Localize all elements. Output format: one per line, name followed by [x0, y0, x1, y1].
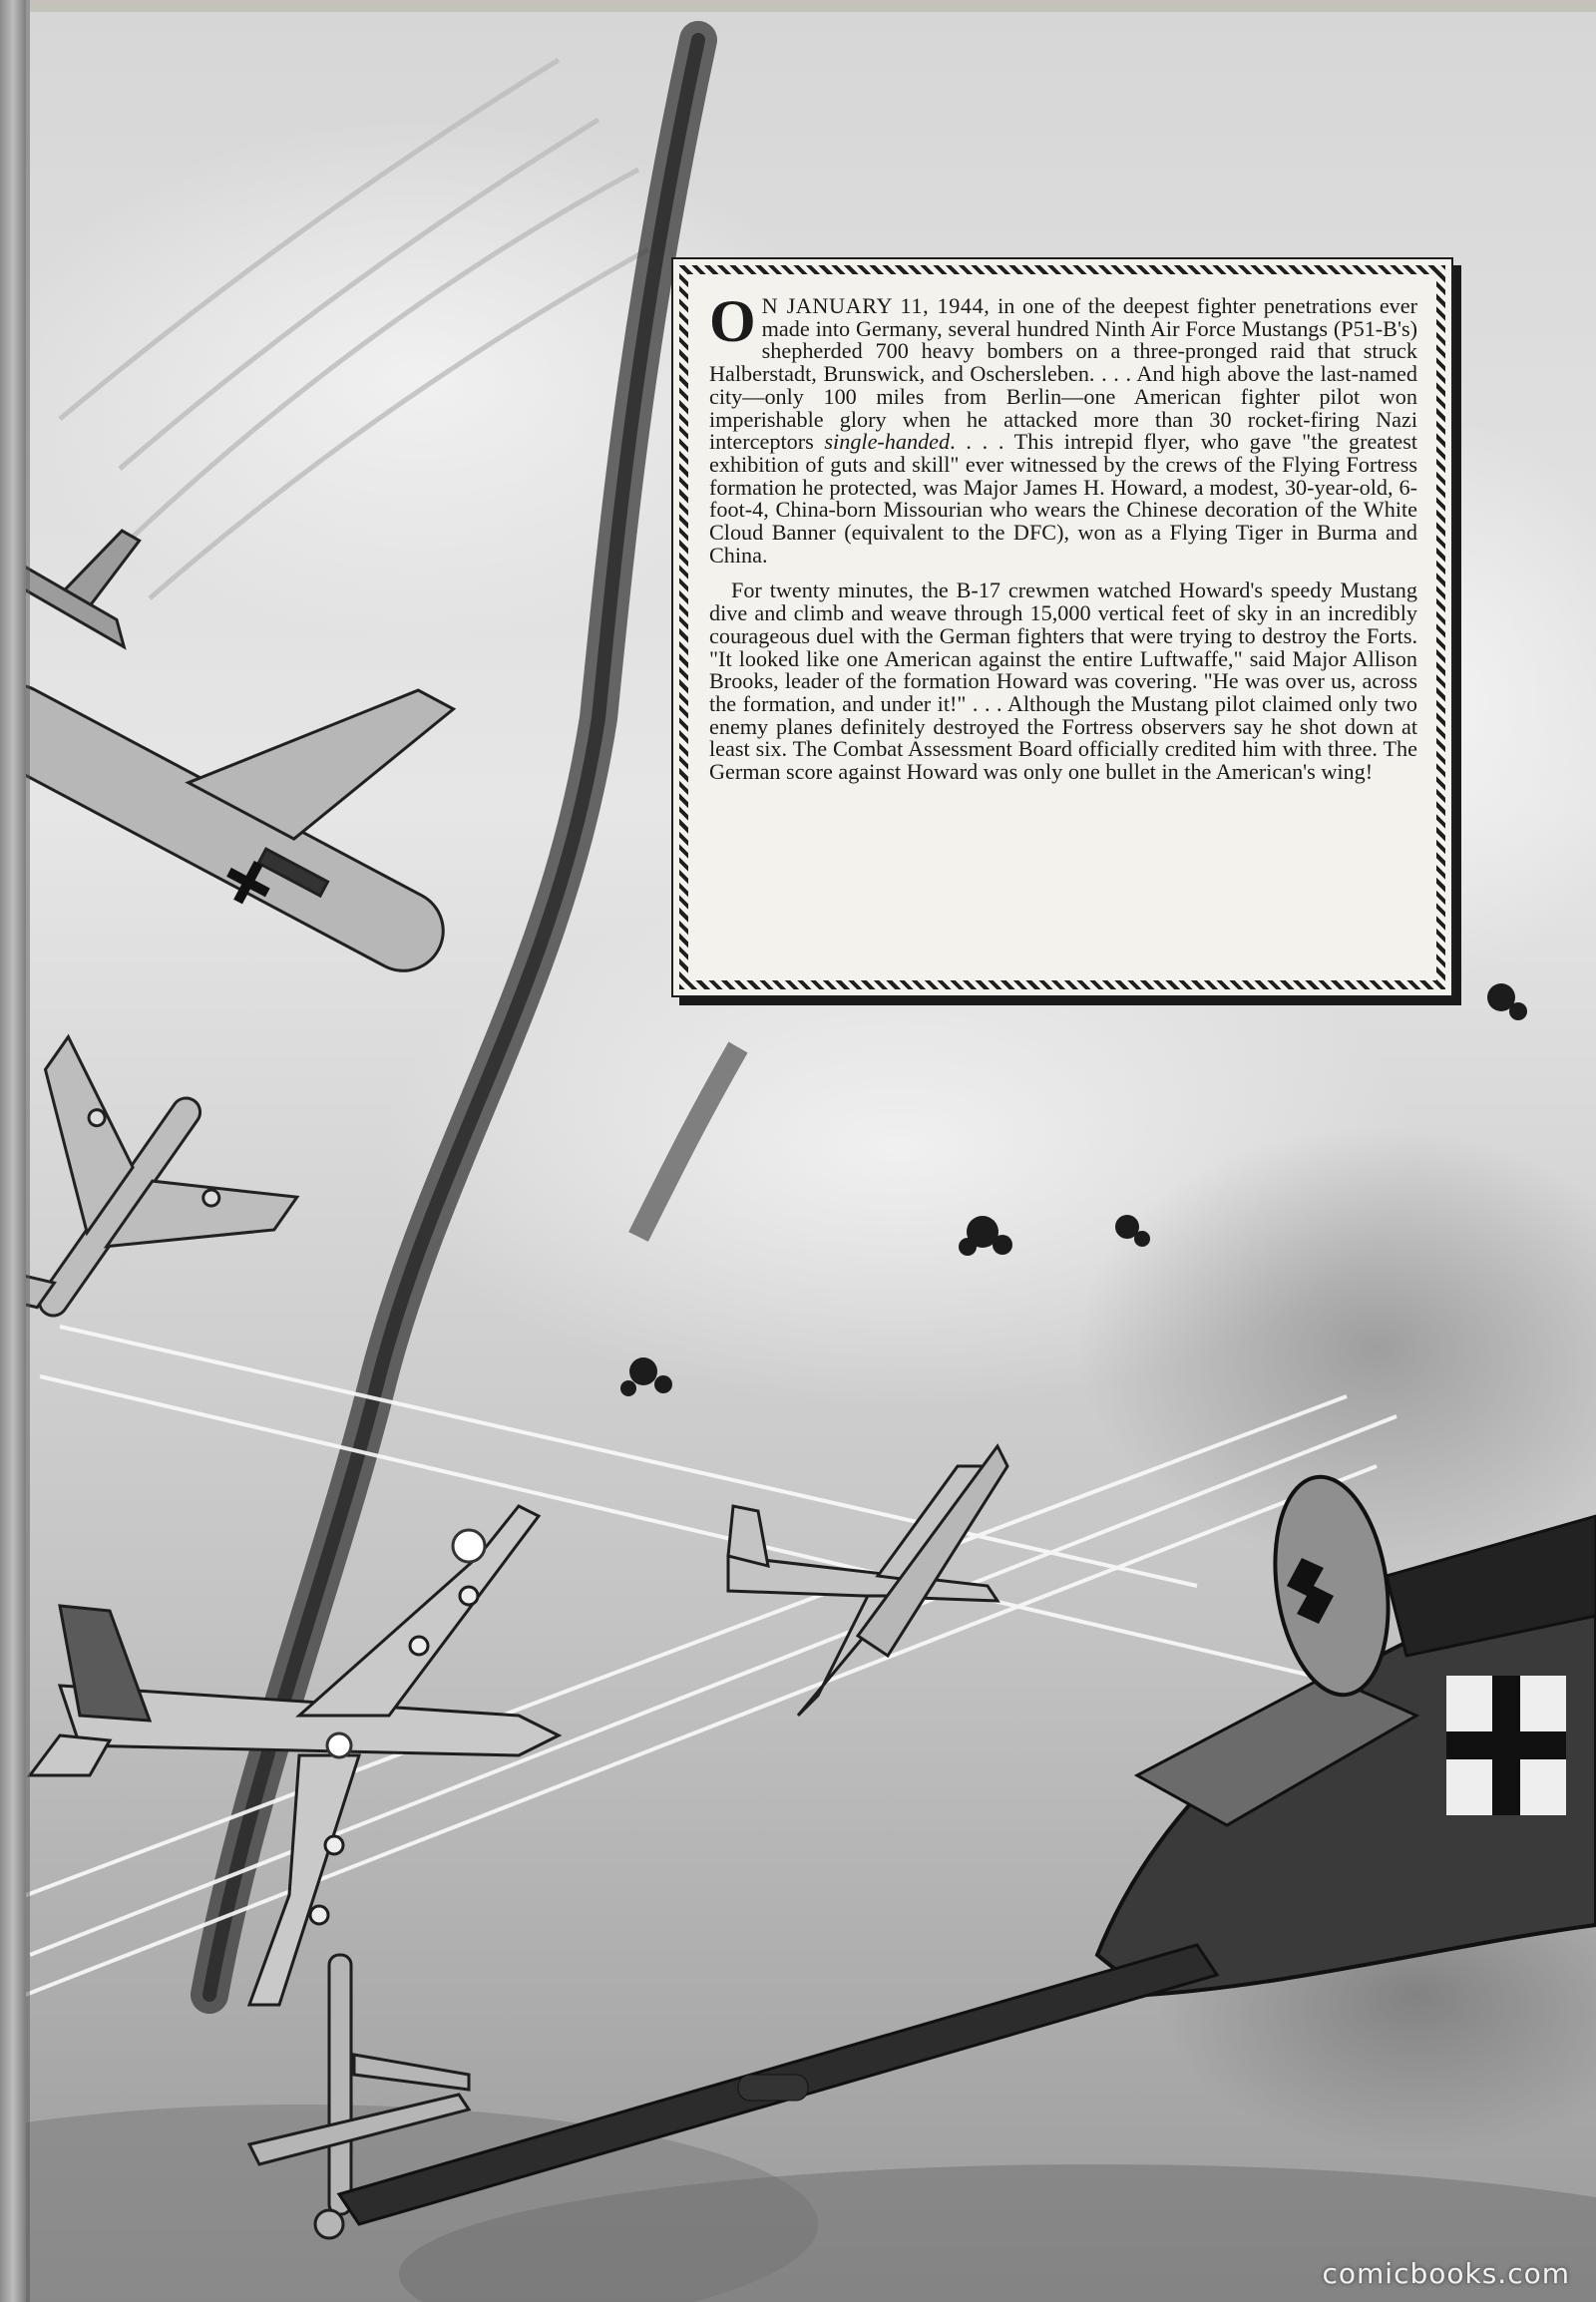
paragraph-1-body: in one of the deepest fighter penetrations ever made into Germany, several hundred Ninth Air Force Mustangs (P51-B's) shepherded 700 heavy bombers on a three-pronged raid that struck Halberstadt, Brunswick, and Oschersleben. . . . And high above the last-named city—only 100 miles from Berlin—one American fighter pilot won imperishable glory when he attacked more than 30 rocket-firing Nazi interceptors	[709, 293, 1417, 455]
paragraph-1-italic: single-handed	[824, 429, 951, 455]
paragraph-1	[709, 288, 1418, 568]
paragraph-2: For twenty minutes, the B-17 crewmen watched Howard's speedy Mustang dive and climb and weave through 15,000 vertical feet of sky in an incredibly courageous duel with the German fighters that were trying to destroy the Forts. "It looked like one American against the entire Luftwaffe," said Major Allison Brooks, leader of the formation Howard was covering. "He was over us, across the formation, and under it!" . . . Although the Mustang pilot claimed only two enemy planes definitely destroyed the Fortress observers say he shot down at least six. The Combat Assessment Board officially credited him with three. The German score against Howard was only one bullet in the American's wing!	[709, 577, 1417, 785]
story-text	[709, 288, 1418, 965]
drop-cap: O	[709, 288, 756, 354]
paragraph-1-end: . . . . This intrepid flyer, who gave "the greatest exhibition of guts and skill" ever witnessed by the crews of the Flying Fortress formation he protected, was Major James H. Howard, a modest, 30-year-old, 6-foot-4, China-born Missourian who wears the Chinese decoration of the White Cloud Banner (equivalent to the DFC), won as a Flying Tiger in Burma and China.	[709, 429, 1418, 568]
site-watermark: comicbooks.com	[1322, 2257, 1570, 2290]
story-text-box	[671, 257, 1453, 997]
lead-caps: N JANUARY 11, 1944,	[761, 293, 991, 318]
